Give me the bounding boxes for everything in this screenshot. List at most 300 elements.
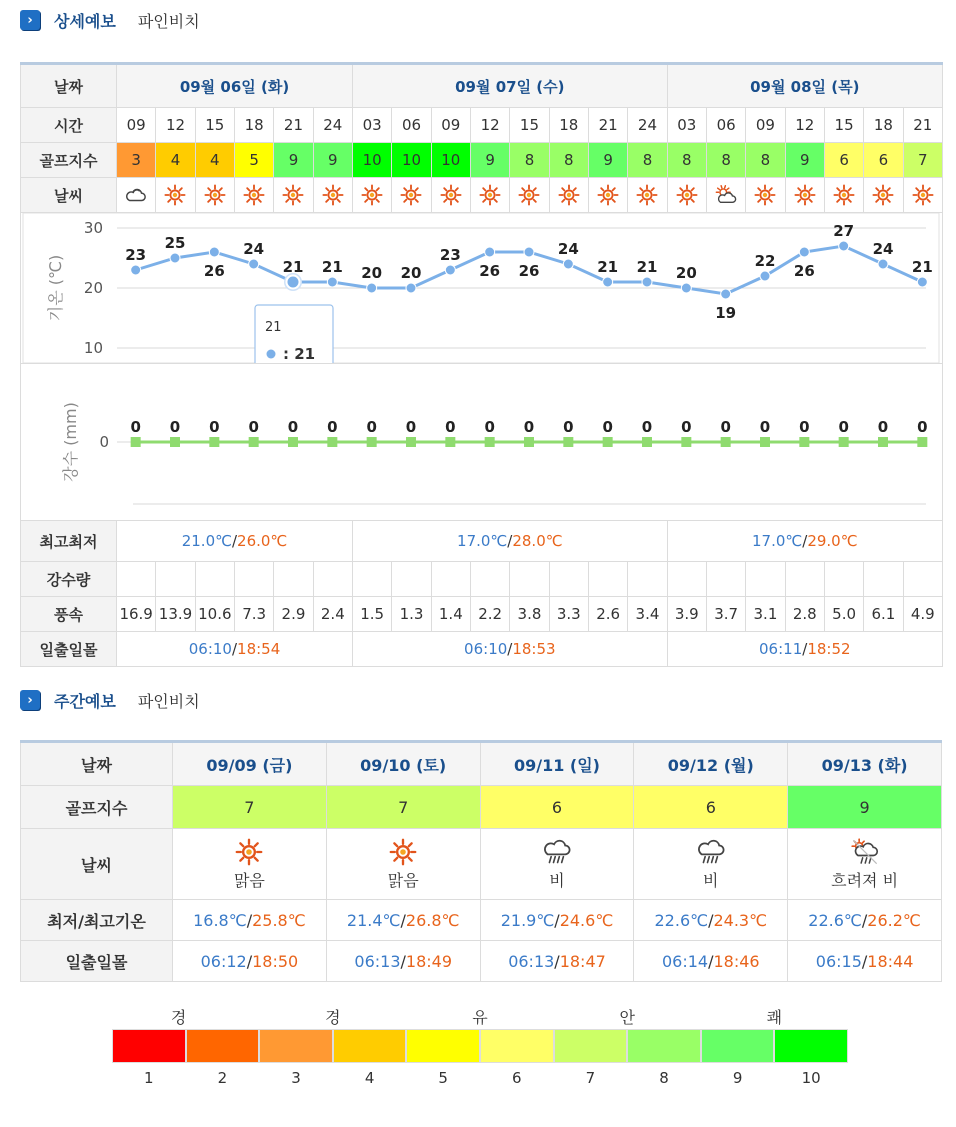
weekly-day-header: 09/11 (일) bbox=[480, 742, 634, 786]
temp-point[interactable] bbox=[445, 265, 455, 275]
y-axis-label: 기온 (℃) bbox=[46, 254, 65, 322]
golf-index-cell: 10 bbox=[431, 143, 470, 178]
weather-cell bbox=[470, 178, 509, 213]
precip-cell bbox=[667, 562, 706, 597]
rain-data-label: 0 bbox=[681, 418, 692, 436]
weekly-temp-cell bbox=[173, 900, 327, 941]
wind-cell: 1.4 bbox=[431, 597, 470, 632]
row-label-precip: 강수량 bbox=[21, 562, 117, 597]
weekly-sun-cell bbox=[326, 941, 480, 982]
legend-swatch bbox=[774, 1029, 848, 1063]
sunny-icon bbox=[389, 838, 417, 866]
maxmin-cell bbox=[353, 521, 668, 562]
temp-data-label: 22 bbox=[754, 252, 776, 270]
golf-index-cell: 9 bbox=[588, 143, 627, 178]
time-cell: 06 bbox=[392, 108, 431, 143]
temp-point[interactable] bbox=[524, 247, 534, 257]
separator: / bbox=[554, 910, 560, 930]
row-label-sun: 일출일몰 bbox=[21, 632, 117, 667]
weather-text: 비 bbox=[703, 870, 719, 890]
precip-cell bbox=[864, 562, 903, 597]
precip-cell bbox=[549, 562, 588, 597]
weather-cell bbox=[667, 178, 706, 213]
precip-row bbox=[21, 562, 943, 597]
rain-point[interactable] bbox=[917, 437, 927, 447]
time-cell: 15 bbox=[824, 108, 863, 143]
temp-point[interactable] bbox=[760, 271, 770, 281]
rain-data-label: 0 bbox=[917, 418, 928, 436]
sunset: 18:46 bbox=[713, 951, 760, 971]
rain-point[interactable] bbox=[681, 437, 691, 447]
golf-index-cell: 10 bbox=[353, 143, 392, 178]
wind-cell: 3.9 bbox=[667, 597, 706, 632]
precip-cell bbox=[746, 562, 785, 597]
legend-number: 1 bbox=[144, 1069, 154, 1087]
max-temp: 24.6℃ bbox=[559, 910, 614, 930]
weekly-title: 주간예보 bbox=[54, 691, 116, 711]
wind-cell: 10.6 bbox=[195, 597, 234, 632]
rain-data-label: 0 bbox=[405, 418, 417, 436]
separator: / bbox=[400, 910, 406, 930]
y-tick-label: 10 bbox=[83, 339, 103, 357]
wind-cell: 2.9 bbox=[274, 597, 313, 632]
weekly-day-header: 09/10 (토) bbox=[326, 742, 480, 786]
weekly-weather-cell bbox=[480, 829, 634, 900]
weekly-place: 파인비치 bbox=[137, 691, 200, 711]
row-label-date: 날짜 bbox=[21, 64, 117, 108]
weather-cell bbox=[510, 178, 549, 213]
time-cell: 09 bbox=[431, 108, 470, 143]
precip-cell bbox=[195, 562, 234, 597]
legend-swatch bbox=[333, 1029, 407, 1063]
rain-point[interactable] bbox=[445, 437, 455, 447]
rain-point[interactable] bbox=[603, 437, 613, 447]
max-temp: 28.0℃ bbox=[512, 532, 563, 550]
weekly-weather-cell bbox=[788, 829, 942, 900]
golf-index-cell: 8 bbox=[510, 143, 549, 178]
temp-point[interactable] bbox=[563, 259, 573, 269]
row-label-time: 시간 bbox=[21, 108, 117, 143]
golf-index-cell: 4 bbox=[195, 143, 234, 178]
min-temp: 22.6℃ bbox=[808, 910, 862, 930]
cloudy-rain-icon bbox=[851, 838, 879, 866]
sunny-icon bbox=[164, 184, 186, 206]
legend-label: 안 bbox=[619, 1008, 635, 1027]
weather-cell bbox=[549, 178, 588, 213]
rain-icon bbox=[697, 838, 725, 866]
temp-point[interactable] bbox=[603, 277, 613, 287]
rain-data-label: 0 bbox=[563, 418, 574, 436]
wind-cell: 3.1 bbox=[746, 597, 785, 632]
y-axis-label: 강수 (mm) bbox=[61, 402, 80, 482]
rain-point[interactable] bbox=[288, 437, 298, 447]
sun-cell bbox=[667, 632, 942, 667]
temp-data-label: 27 bbox=[833, 222, 855, 240]
rain-point[interactable] bbox=[524, 437, 534, 447]
weather-cell bbox=[785, 178, 824, 213]
temp-point[interactable] bbox=[917, 277, 927, 287]
temp-point[interactable] bbox=[839, 241, 849, 251]
sunrise: 06:10 bbox=[188, 640, 232, 658]
rain-point[interactable] bbox=[170, 437, 180, 447]
rain-icon bbox=[543, 838, 571, 866]
temp-point[interactable] bbox=[131, 265, 141, 275]
weather-text: 흐려져 비 bbox=[831, 870, 899, 890]
min-temp: 16.8℃ bbox=[193, 910, 247, 930]
rain-point[interactable] bbox=[642, 437, 652, 447]
sunny-icon bbox=[676, 184, 698, 206]
day-header: 09월 08일 (목) bbox=[667, 64, 942, 108]
wind-cell: 2.4 bbox=[313, 597, 352, 632]
separator: / bbox=[231, 532, 238, 550]
golf-index-cell: 9 bbox=[470, 143, 509, 178]
sun-cell bbox=[353, 632, 668, 667]
temp-data-label: 21 bbox=[321, 258, 343, 276]
legend-swatch bbox=[186, 1029, 260, 1063]
rain-data-label: 0 bbox=[799, 418, 810, 436]
wind-cell: 3.7 bbox=[706, 597, 745, 632]
legend-number: 2 bbox=[217, 1069, 228, 1087]
rain-point[interactable] bbox=[131, 437, 141, 447]
rain-point[interactable] bbox=[406, 437, 416, 447]
rain-point[interactable] bbox=[367, 437, 377, 447]
golf-index-cell: 7 bbox=[903, 143, 942, 178]
rain-point[interactable] bbox=[563, 437, 573, 447]
sunny-icon bbox=[872, 184, 894, 206]
temp-data-label: 23 bbox=[125, 246, 147, 264]
time-cell: 18 bbox=[864, 108, 903, 143]
date-row bbox=[21, 64, 943, 108]
rain-point[interactable] bbox=[485, 437, 495, 447]
legend-swatch bbox=[627, 1029, 701, 1063]
temp-data-label: 21 bbox=[911, 258, 933, 276]
weather-cell bbox=[353, 178, 392, 213]
weekly-sun-cell bbox=[788, 941, 942, 982]
wind-cell: 16.9 bbox=[117, 597, 156, 632]
weather-cell bbox=[392, 178, 431, 213]
sunny-icon bbox=[636, 184, 658, 206]
row-label-weather: 날씨 bbox=[21, 829, 173, 900]
sunset: 18:53 bbox=[512, 640, 556, 658]
sunny-icon bbox=[558, 184, 580, 206]
weekly-day-header: 09/13 (화) bbox=[788, 742, 942, 786]
time-cell: 09 bbox=[746, 108, 785, 143]
sunrise: 06:11 bbox=[759, 640, 803, 658]
sunrise: 06:12 bbox=[200, 951, 247, 971]
weekly-temp-cell bbox=[634, 900, 788, 941]
wind-cell: 3.3 bbox=[549, 597, 588, 632]
legend-number: 8 bbox=[659, 1069, 669, 1087]
precip-cell bbox=[431, 562, 470, 597]
max-temp: 26.2℃ bbox=[867, 910, 921, 930]
sunny-icon bbox=[440, 184, 462, 206]
weather-cell bbox=[195, 178, 234, 213]
sunny-icon bbox=[322, 184, 344, 206]
rain-point[interactable] bbox=[209, 437, 219, 447]
rain-point[interactable] bbox=[721, 437, 731, 447]
weather-cell bbox=[313, 178, 352, 213]
weekly-sun-cell bbox=[173, 941, 327, 982]
max-temp: 29.0℃ bbox=[807, 532, 858, 550]
wind-cell: 2.6 bbox=[588, 597, 627, 632]
min-temp: 22.6℃ bbox=[654, 910, 709, 930]
golf-index-cell: 6 bbox=[864, 143, 903, 178]
golf-index-cell: 9 bbox=[274, 143, 313, 178]
legend-number: 3 bbox=[291, 1069, 301, 1087]
temp-data-label: 19 bbox=[715, 304, 737, 322]
golf-index-cell: 8 bbox=[746, 143, 785, 178]
separator: / bbox=[246, 951, 253, 971]
temp-data-label: 21 bbox=[597, 258, 619, 276]
weekly-forecast-table bbox=[20, 740, 942, 982]
rain-point[interactable] bbox=[760, 437, 770, 447]
precip-cell bbox=[706, 562, 745, 597]
separator: / bbox=[554, 951, 560, 971]
precip-cell bbox=[785, 562, 824, 597]
sunny-icon bbox=[518, 184, 540, 206]
precip-cell bbox=[510, 562, 549, 597]
weekly-day-header: 09/09 (금) bbox=[173, 742, 327, 786]
separator: / bbox=[802, 532, 808, 550]
legend-label: 경 bbox=[170, 1008, 187, 1027]
rain-chart-row bbox=[21, 364, 943, 521]
wind-cell: 3.8 bbox=[510, 597, 549, 632]
row-label-golf: 골프지수 bbox=[21, 143, 117, 178]
partly-cloudy-icon bbox=[715, 184, 737, 206]
temp-point[interactable] bbox=[287, 276, 300, 289]
legend-label: 쾌 bbox=[766, 1008, 783, 1027]
separator: / bbox=[507, 640, 513, 658]
golf-index-cell: 9 bbox=[785, 143, 824, 178]
max-temp: 25.8℃ bbox=[252, 910, 306, 930]
sunny-icon bbox=[754, 184, 776, 206]
wind-cell: 7.3 bbox=[234, 597, 273, 632]
rain-data-label: 0 bbox=[130, 418, 141, 436]
golf-index-cell: 9 bbox=[313, 143, 352, 178]
time-cell: 15 bbox=[195, 108, 234, 143]
weather-text: 맑음 bbox=[233, 870, 265, 890]
time-cell: 03 bbox=[353, 108, 392, 143]
sunrise: 06:15 bbox=[815, 951, 862, 971]
sun-row bbox=[21, 632, 943, 667]
weekly-day-header: 09/12 (월) bbox=[634, 742, 788, 786]
y-tick-label: 0 bbox=[99, 433, 109, 451]
temp-point[interactable] bbox=[721, 289, 731, 299]
temp-point[interactable] bbox=[406, 283, 416, 293]
temp-data-label: 26 bbox=[203, 262, 225, 280]
rain-point[interactable] bbox=[839, 437, 849, 447]
weather-cell bbox=[628, 178, 667, 213]
weekly-weather-cell bbox=[326, 829, 480, 900]
rain-point[interactable] bbox=[799, 437, 809, 447]
golf-index-cell: 10 bbox=[392, 143, 431, 178]
separator: / bbox=[231, 640, 238, 658]
weekly-sun-cell bbox=[634, 941, 788, 982]
temp-point[interactable] bbox=[209, 247, 219, 257]
precip-cell bbox=[353, 562, 392, 597]
max-temp: 26.8℃ bbox=[405, 910, 460, 930]
row-label-date: 날짜 bbox=[21, 742, 173, 786]
time-cell: 03 bbox=[667, 108, 706, 143]
golf-index-cell: 6 bbox=[824, 143, 863, 178]
legend-swatch bbox=[701, 1029, 775, 1063]
wind-cell: 1.3 bbox=[392, 597, 431, 632]
weather-cell bbox=[234, 178, 273, 213]
cloudy-icon bbox=[125, 184, 147, 206]
temp-point[interactable] bbox=[170, 253, 180, 263]
rain-data-label: 0 bbox=[248, 418, 259, 436]
rain-chart-cell bbox=[21, 364, 943, 521]
chevron-right-icon: › bbox=[20, 10, 40, 30]
time-cell: 21 bbox=[274, 108, 313, 143]
weather-cell bbox=[431, 178, 470, 213]
weather-cell bbox=[706, 178, 745, 213]
legend-number: 10 bbox=[801, 1069, 821, 1087]
temp-data-label: 25 bbox=[164, 234, 186, 252]
legend-label: 경 bbox=[325, 1008, 341, 1027]
sunny-icon bbox=[479, 184, 501, 206]
temp-chart-row bbox=[21, 213, 943, 364]
weekly-weather-cell bbox=[634, 829, 788, 900]
row-label-weather: 날씨 bbox=[21, 178, 117, 213]
temp-data-label: 26 bbox=[479, 262, 501, 280]
rain-data-label: 0 bbox=[484, 418, 495, 436]
sunny-icon bbox=[282, 184, 304, 206]
time-cell: 12 bbox=[785, 108, 824, 143]
legend-color-bar bbox=[112, 1029, 848, 1063]
max-temp: 24.3℃ bbox=[713, 910, 768, 930]
rain-point[interactable] bbox=[249, 437, 259, 447]
wind-cell: 5.0 bbox=[824, 597, 863, 632]
temp-line-chart bbox=[21, 213, 941, 363]
time-cell: 24 bbox=[628, 108, 667, 143]
legend-swatch bbox=[259, 1029, 333, 1063]
sunny-icon bbox=[235, 838, 263, 866]
time-cell: 18 bbox=[549, 108, 588, 143]
sunset: 18:49 bbox=[405, 951, 452, 971]
row-label-maxmin: 최고최저 bbox=[21, 521, 117, 562]
day-header: 09월 06일 (화) bbox=[117, 64, 353, 108]
temp-point[interactable] bbox=[681, 283, 691, 293]
rain-data-label: 0 bbox=[523, 418, 535, 436]
golf-index-cell: 8 bbox=[549, 143, 588, 178]
sunset: 18:44 bbox=[867, 951, 914, 971]
weather-text: 맑음 bbox=[387, 870, 419, 890]
temp-point[interactable] bbox=[878, 259, 888, 269]
row-label-wind: 풍속 bbox=[21, 597, 117, 632]
weather-cell bbox=[156, 178, 195, 213]
weather-cell bbox=[274, 178, 313, 213]
rain-line-chart bbox=[21, 364, 941, 520]
weekly-golf-row bbox=[21, 786, 942, 829]
min-temp: 21.9℃ bbox=[500, 910, 555, 930]
maxmin-cell bbox=[117, 521, 353, 562]
row-label-sun: 일출일몰 bbox=[21, 941, 173, 982]
temp-point[interactable] bbox=[327, 277, 337, 287]
precip-cell bbox=[156, 562, 195, 597]
weekly-golf-cell: 6 bbox=[634, 786, 788, 829]
temp-point[interactable] bbox=[799, 247, 809, 257]
precip-cell bbox=[903, 562, 942, 597]
weekly-weather-cell bbox=[173, 829, 327, 900]
rain-data-label: 0 bbox=[209, 418, 220, 436]
rain-data-label: 0 bbox=[838, 418, 849, 436]
temp-point[interactable] bbox=[642, 277, 652, 287]
row-label-temp: 최저/최고기온 bbox=[21, 900, 173, 941]
legend-swatch bbox=[554, 1029, 628, 1063]
rain-data-label: 0 bbox=[445, 418, 456, 436]
sunny-icon bbox=[361, 184, 383, 206]
rain-point[interactable] bbox=[878, 437, 888, 447]
golf-index-row bbox=[21, 143, 943, 178]
time-cell: 09 bbox=[117, 108, 156, 143]
min-temp: 17.0℃ bbox=[752, 532, 803, 550]
rain-data-label: 0 bbox=[327, 418, 338, 436]
temp-chart-cell bbox=[21, 213, 943, 364]
separator: / bbox=[708, 910, 714, 930]
weather-row bbox=[21, 178, 943, 213]
wind-cell: 4.9 bbox=[903, 597, 942, 632]
temp-point[interactable] bbox=[367, 283, 377, 293]
weekly-golf-cell: 9 bbox=[788, 786, 942, 829]
temp-data-label: 21 bbox=[636, 258, 658, 276]
temp-data-label: 21 bbox=[282, 258, 304, 276]
maxmin-cell bbox=[667, 521, 942, 562]
sunrise: 06:10 bbox=[464, 640, 508, 658]
weather-cell bbox=[117, 178, 156, 213]
min-temp: 21.0℃ bbox=[181, 532, 232, 550]
time-cell: 18 bbox=[234, 108, 273, 143]
precip-cell bbox=[274, 562, 313, 597]
precip-cell bbox=[117, 562, 156, 597]
temp-point[interactable] bbox=[485, 247, 495, 257]
golf-index-cell: 4 bbox=[156, 143, 195, 178]
golf-index-cell: 5 bbox=[234, 143, 273, 178]
precip-cell bbox=[392, 562, 431, 597]
temp-data-label: 26 bbox=[793, 262, 815, 280]
time-cell: 21 bbox=[588, 108, 627, 143]
rain-point[interactable] bbox=[327, 437, 337, 447]
temp-data-label: 24 bbox=[243, 240, 265, 258]
rain-data-label: 0 bbox=[169, 418, 181, 436]
wind-row bbox=[21, 597, 943, 632]
golf-index-cell: 3 bbox=[117, 143, 156, 178]
rain-data-label: 0 bbox=[287, 418, 299, 436]
sunny-icon bbox=[597, 184, 619, 206]
sunny-icon bbox=[204, 184, 226, 206]
wind-cell: 1.5 bbox=[353, 597, 392, 632]
legend-number: 9 bbox=[732, 1069, 743, 1087]
wind-cell: 2.2 bbox=[470, 597, 509, 632]
sunny-icon bbox=[912, 184, 934, 206]
wind-cell: 3.4 bbox=[628, 597, 667, 632]
detail-title: 상세예보 bbox=[54, 11, 116, 31]
precip-cell bbox=[588, 562, 627, 597]
sunny-icon bbox=[833, 184, 855, 206]
precip-cell bbox=[470, 562, 509, 597]
time-cell: 21 bbox=[903, 108, 942, 143]
time-cell: 12 bbox=[156, 108, 195, 143]
separator: / bbox=[861, 951, 868, 971]
weekly-sun-row bbox=[21, 941, 942, 982]
legend-swatch bbox=[480, 1029, 554, 1063]
legend-number: 6 bbox=[512, 1069, 522, 1087]
temp-point[interactable] bbox=[249, 259, 259, 269]
tooltip-value: : 21 bbox=[283, 345, 316, 363]
golf-index-cell: 8 bbox=[706, 143, 745, 178]
weekly-sun-cell bbox=[480, 941, 634, 982]
temp-data-label: 20 bbox=[675, 264, 697, 282]
